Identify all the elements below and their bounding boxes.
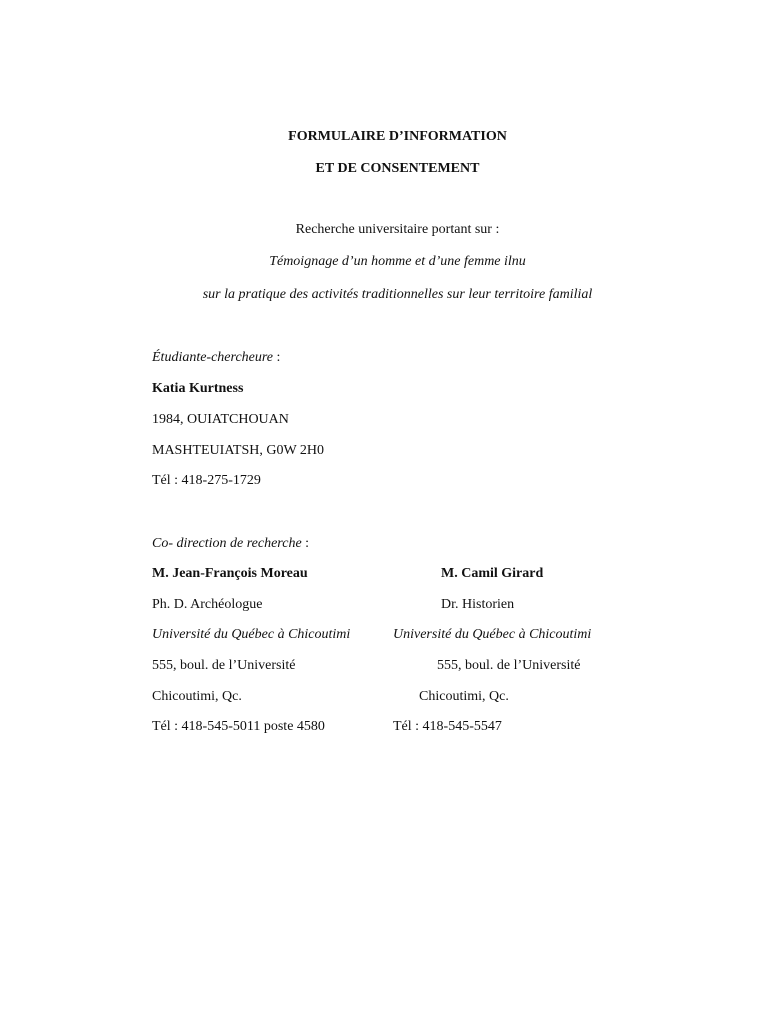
- director-right-university: Université du Québec à Chicoutimi: [393, 627, 592, 642]
- document-title-line1: FORMULAIRE D’INFORMATION: [288, 129, 507, 144]
- director-left-address: 555, boul. de l’Université: [152, 658, 296, 673]
- document-title-line2: ET DE CONSENTEMENT: [315, 161, 480, 176]
- student-role-label: [152, 350, 280, 366]
- director-left-title: Ph. D. Archéologue: [152, 597, 263, 612]
- student-role-colon: :: [273, 350, 281, 365]
- director-right-city: Chicoutimi, Qc.: [419, 689, 509, 704]
- student-name: Katia Kurtness: [152, 381, 244, 396]
- director-left-university: Université du Québec à Chicoutimi: [152, 627, 351, 642]
- student-address-line2: MASHTEUIATSH, G0W 2H0: [152, 443, 325, 458]
- direction-label: [152, 536, 309, 552]
- director-right-phone: Tél : 418-545-5547: [393, 719, 502, 734]
- student-phone: Tél : 418-275-1729: [152, 473, 261, 488]
- director-right-name: M. Camil Girard: [441, 566, 544, 581]
- director-right-title: Dr. Historien: [441, 597, 515, 612]
- student-role-text: Étudiante-chercheure: [152, 350, 274, 365]
- director-left-name: M. Jean-François Moreau: [152, 566, 308, 581]
- student-address-line1: 1984, OUIATCHOUAN: [152, 412, 289, 427]
- director-left-city: Chicoutimi, Qc.: [152, 689, 242, 704]
- director-right-address: 555, boul. de l’Université: [437, 658, 581, 673]
- direction-label-colon: :: [301, 536, 310, 551]
- director-left-phone: Tél : 418-545-5011 poste 4580: [152, 719, 325, 734]
- research-subject-line2: sur la pratique des activités traditionnelles sur leur territoire familial: [202, 287, 593, 302]
- research-subject-line1: Témoignage d’un homme et d’une femme ilnu: [269, 254, 526, 269]
- research-intro: Recherche universitaire portant sur :: [295, 222, 500, 237]
- direction-label-text: Co- direction de recherche: [152, 536, 302, 551]
